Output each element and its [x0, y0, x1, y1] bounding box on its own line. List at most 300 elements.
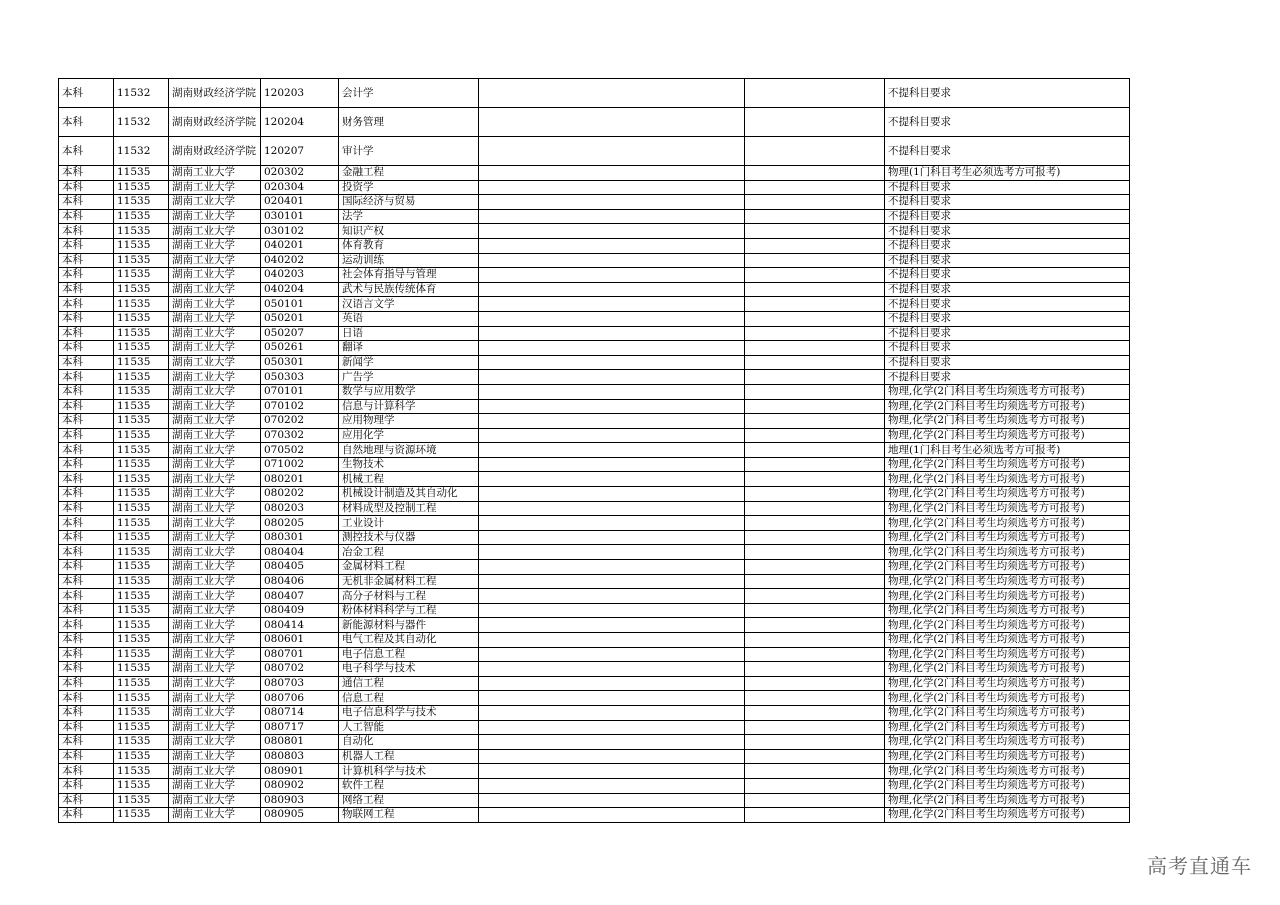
- blank-cell-a: [479, 472, 745, 487]
- school-code-cell: 11535: [114, 793, 169, 808]
- school-name-cell: 湖南工业大学: [169, 691, 261, 706]
- table-row: [59, 195, 1130, 210]
- major-code-cell: 070302: [261, 428, 339, 443]
- requirement-cell: 物理,化学(2门科目考生均须选考方可报考): [885, 487, 1130, 502]
- major-code-cell: 080405: [261, 560, 339, 575]
- school-name-cell: 湖南工业大学: [169, 545, 261, 560]
- level-cell: 本科: [59, 778, 114, 793]
- blank-cell-b: [745, 705, 885, 720]
- blank-cell-a: [479, 79, 745, 108]
- table-row: [59, 297, 1130, 312]
- major-name-cell: 电子科学与技术: [339, 662, 479, 677]
- blank-cell-a: [479, 574, 745, 589]
- blank-cell-b: [745, 297, 885, 312]
- school-code-cell: 11535: [114, 603, 169, 618]
- blank-cell-b: [745, 311, 885, 326]
- blank-cell-b: [745, 137, 885, 166]
- blank-cell-a: [479, 355, 745, 370]
- level-cell: 本科: [59, 209, 114, 224]
- major-code-cell: 080901: [261, 764, 339, 779]
- blank-cell-b: [745, 618, 885, 633]
- blank-cell-a: [479, 560, 745, 575]
- major-name-cell: 日语: [339, 326, 479, 341]
- school-code-cell: 11532: [114, 79, 169, 108]
- table-row: [59, 108, 1130, 137]
- level-cell: 本科: [59, 705, 114, 720]
- level-cell: 本科: [59, 428, 114, 443]
- school-name-cell: 湖南工业大学: [169, 764, 261, 779]
- requirement-cell: 物理,化学(2门科目考生均须选考方可报考): [885, 603, 1130, 618]
- requirement-cell: 不提科目要求: [885, 253, 1130, 268]
- school-code-cell: 11535: [114, 560, 169, 575]
- school-code-cell: 11535: [114, 516, 169, 531]
- school-code-cell: 11535: [114, 764, 169, 779]
- table-row: [59, 516, 1130, 531]
- school-code-cell: 11535: [114, 224, 169, 239]
- level-cell: 本科: [59, 676, 114, 691]
- school-name-cell: 湖南工业大学: [169, 589, 261, 604]
- requirement-cell: 物理,化学(2门科目考生均须选考方可报考): [885, 414, 1130, 429]
- blank-cell-a: [479, 589, 745, 604]
- blank-cell-a: [479, 487, 745, 502]
- requirement-cell: 物理,化学(2门科目考生均须选考方可报考): [885, 574, 1130, 589]
- major-name-cell: 通信工程: [339, 676, 479, 691]
- major-code-cell: 050101: [261, 297, 339, 312]
- level-cell: 本科: [59, 457, 114, 472]
- requirement-cell: 物理,化学(2门科目考生均须选考方可报考): [885, 764, 1130, 779]
- school-name-cell: 湖南工业大学: [169, 676, 261, 691]
- blank-cell-a: [479, 268, 745, 283]
- table-row: [59, 238, 1130, 253]
- major-code-cell: 050261: [261, 341, 339, 356]
- major-code-cell: 080404: [261, 545, 339, 560]
- requirement-cell: 物理,化学(2门科目考生均须选考方可报考): [885, 691, 1130, 706]
- school-name-cell: 湖南工业大学: [169, 253, 261, 268]
- major-code-cell: 020302: [261, 166, 339, 181]
- major-name-cell: 汉语言文学: [339, 297, 479, 312]
- major-name-cell: 法学: [339, 209, 479, 224]
- blank-cell-a: [479, 633, 745, 648]
- level-cell: 本科: [59, 720, 114, 735]
- level-cell: 本科: [59, 341, 114, 356]
- school-code-cell: 11535: [114, 778, 169, 793]
- school-name-cell: 湖南工业大学: [169, 341, 261, 356]
- requirement-cell: 物理,化学(2门科目考生均须选考方可报考): [885, 735, 1130, 750]
- major-name-cell: 应用物理学: [339, 414, 479, 429]
- school-code-cell: 11535: [114, 443, 169, 458]
- school-name-cell: 湖南工业大学: [169, 574, 261, 589]
- major-name-cell: 电子信息工程: [339, 647, 479, 662]
- major-name-cell: 体育教育: [339, 238, 479, 253]
- school-name-cell: 湖南工业大学: [169, 808, 261, 823]
- school-name-cell: 湖南工业大学: [169, 793, 261, 808]
- requirement-cell: 物理,化学(2门科目考生均须选考方可报考): [885, 457, 1130, 472]
- major-code-cell: 080717: [261, 720, 339, 735]
- school-code-cell: 11535: [114, 370, 169, 385]
- blank-cell-a: [479, 238, 745, 253]
- requirement-cell: 物理,化学(2门科目考生均须选考方可报考): [885, 545, 1130, 560]
- table-row: [59, 676, 1130, 691]
- blank-cell-a: [479, 341, 745, 356]
- school-name-cell: 湖南工业大学: [169, 443, 261, 458]
- requirement-cell: 物理,化学(2门科目考生均须选考方可报考): [885, 778, 1130, 793]
- school-name-cell: 湖南工业大学: [169, 530, 261, 545]
- blank-cell-b: [745, 603, 885, 618]
- level-cell: 本科: [59, 487, 114, 502]
- school-code-cell: 11535: [114, 180, 169, 195]
- level-cell: 本科: [59, 399, 114, 414]
- level-cell: 本科: [59, 355, 114, 370]
- blank-cell-b: [745, 79, 885, 108]
- table-row: [59, 311, 1130, 326]
- school-code-cell: 11535: [114, 501, 169, 516]
- major-code-cell: 080202: [261, 487, 339, 502]
- level-cell: 本科: [59, 735, 114, 750]
- school-name-cell: 湖南工业大学: [169, 311, 261, 326]
- table-row: [59, 603, 1130, 618]
- school-code-cell: 11535: [114, 808, 169, 823]
- school-code-cell: 11535: [114, 735, 169, 750]
- blank-cell-b: [745, 180, 885, 195]
- school-name-cell: 湖南工业大学: [169, 778, 261, 793]
- table-row: [59, 341, 1130, 356]
- school-code-cell: 11535: [114, 720, 169, 735]
- school-code-cell: 11535: [114, 530, 169, 545]
- blank-cell-a: [479, 603, 745, 618]
- major-name-cell: 广告学: [339, 370, 479, 385]
- blank-cell-b: [745, 764, 885, 779]
- blank-cell-b: [745, 633, 885, 648]
- blank-cell-a: [479, 749, 745, 764]
- blank-cell-b: [745, 341, 885, 356]
- level-cell: 本科: [59, 195, 114, 210]
- requirement-cell: 不提科目要求: [885, 355, 1130, 370]
- major-name-cell: 新闻学: [339, 355, 479, 370]
- major-name-cell: 数学与应用数学: [339, 384, 479, 399]
- major-code-cell: 080201: [261, 472, 339, 487]
- school-name-cell: 湖南财政经济学院: [169, 137, 261, 166]
- major-name-cell: 国际经济与贸易: [339, 195, 479, 210]
- major-name-cell: 高分子材料与工程: [339, 589, 479, 604]
- blank-cell-b: [745, 209, 885, 224]
- level-cell: 本科: [59, 282, 114, 297]
- requirement-cell: 物理,化学(2门科目考生均须选考方可报考): [885, 516, 1130, 531]
- table-row: [59, 749, 1130, 764]
- blank-cell-b: [745, 501, 885, 516]
- table-row: [59, 457, 1130, 472]
- level-cell: 本科: [59, 545, 114, 560]
- blank-cell-b: [745, 355, 885, 370]
- level-cell: 本科: [59, 764, 114, 779]
- blank-cell-a: [479, 108, 745, 137]
- blank-cell-b: [745, 676, 885, 691]
- major-name-cell: 自然地理与资源环境: [339, 443, 479, 458]
- school-name-cell: 湖南工业大学: [169, 180, 261, 195]
- requirement-cell: 不提科目要求: [885, 79, 1130, 108]
- school-name-cell: 湖南工业大学: [169, 501, 261, 516]
- level-cell: 本科: [59, 574, 114, 589]
- level-cell: 本科: [59, 530, 114, 545]
- level-cell: 本科: [59, 166, 114, 181]
- major-name-cell: 机器人工程: [339, 749, 479, 764]
- major-code-cell: 080714: [261, 705, 339, 720]
- major-code-cell: 030102: [261, 224, 339, 239]
- level-cell: 本科: [59, 516, 114, 531]
- blank-cell-b: [745, 326, 885, 341]
- requirement-cell: 物理,化学(2门科目考生均须选考方可报考): [885, 560, 1130, 575]
- level-cell: 本科: [59, 326, 114, 341]
- requirement-cell: 不提科目要求: [885, 180, 1130, 195]
- school-name-cell: 湖南工业大学: [169, 282, 261, 297]
- level-cell: 本科: [59, 793, 114, 808]
- table-row: [59, 720, 1130, 735]
- blank-cell-a: [479, 516, 745, 531]
- table-row: [59, 560, 1130, 575]
- school-code-cell: 11535: [114, 209, 169, 224]
- blank-cell-a: [479, 209, 745, 224]
- school-code-cell: 11535: [114, 676, 169, 691]
- major-name-cell: 新能源材料与器件: [339, 618, 479, 633]
- school-code-cell: 11535: [114, 633, 169, 648]
- school-name-cell: 湖南工业大学: [169, 633, 261, 648]
- school-name-cell: 湖南工业大学: [169, 209, 261, 224]
- table-row: [59, 472, 1130, 487]
- requirement-cell: 物理,化学(2门科目考生均须选考方可报考): [885, 589, 1130, 604]
- major-code-cell: 030101: [261, 209, 339, 224]
- table-row: [59, 399, 1130, 414]
- school-name-cell: 湖南工业大学: [169, 705, 261, 720]
- requirement-cell: 不提科目要求: [885, 195, 1130, 210]
- requirement-cell: 物理,化学(2门科目考生均须选考方可报考): [885, 705, 1130, 720]
- level-cell: 本科: [59, 108, 114, 137]
- school-code-cell: 11535: [114, 326, 169, 341]
- school-code-cell: 11535: [114, 268, 169, 283]
- blank-cell-b: [745, 268, 885, 283]
- major-name-cell: 电子信息科学与技术: [339, 705, 479, 720]
- major-name-cell: 人工智能: [339, 720, 479, 735]
- blank-cell-b: [745, 560, 885, 575]
- requirement-cell: 物理,化学(2门科目考生均须选考方可报考): [885, 647, 1130, 662]
- school-name-cell: 湖南工业大学: [169, 414, 261, 429]
- table-row: [59, 384, 1130, 399]
- school-name-cell: 湖南工业大学: [169, 370, 261, 385]
- major-name-cell: 软件工程: [339, 778, 479, 793]
- blank-cell-a: [479, 735, 745, 750]
- blank-cell-b: [745, 808, 885, 823]
- blank-cell-b: [745, 778, 885, 793]
- level-cell: 本科: [59, 238, 114, 253]
- school-code-cell: 11535: [114, 662, 169, 677]
- school-code-cell: 11535: [114, 297, 169, 312]
- major-code-cell: 070502: [261, 443, 339, 458]
- blank-cell-a: [479, 180, 745, 195]
- major-name-cell: 知识产权: [339, 224, 479, 239]
- major-code-cell: 040204: [261, 282, 339, 297]
- school-code-cell: 11535: [114, 414, 169, 429]
- requirement-cell: 物理,化学(2门科目考生均须选考方可报考): [885, 530, 1130, 545]
- major-code-cell: 080902: [261, 778, 339, 793]
- level-cell: 本科: [59, 749, 114, 764]
- table-row: [59, 166, 1130, 181]
- school-code-cell: 11535: [114, 574, 169, 589]
- requirement-cell: 物理,化学(2门科目考生均须选考方可报考): [885, 428, 1130, 443]
- table-row: [59, 808, 1130, 823]
- blank-cell-b: [745, 516, 885, 531]
- major-name-cell: 无机非金属材料工程: [339, 574, 479, 589]
- table-row: [59, 224, 1130, 239]
- blank-cell-a: [479, 428, 745, 443]
- requirement-cell: 不提科目要求: [885, 326, 1130, 341]
- major-code-cell: 080905: [261, 808, 339, 823]
- table-row: [59, 268, 1130, 283]
- major-name-cell: 英语: [339, 311, 479, 326]
- requirement-cell: 不提科目要求: [885, 137, 1130, 166]
- major-name-cell: 电气工程及其自动化: [339, 633, 479, 648]
- requirement-cell: 不提科目要求: [885, 209, 1130, 224]
- school-name-cell: 湖南工业大学: [169, 618, 261, 633]
- school-code-cell: 11535: [114, 166, 169, 181]
- blank-cell-a: [479, 384, 745, 399]
- table-row: [59, 662, 1130, 677]
- school-code-cell: 11535: [114, 282, 169, 297]
- table-row: [59, 414, 1130, 429]
- major-code-cell: 080801: [261, 735, 339, 750]
- blank-cell-b: [745, 370, 885, 385]
- major-code-cell: 080701: [261, 647, 339, 662]
- level-cell: 本科: [59, 297, 114, 312]
- major-code-cell: 070202: [261, 414, 339, 429]
- major-name-cell: 社会体育指导与管理: [339, 268, 479, 283]
- blank-cell-a: [479, 253, 745, 268]
- school-name-cell: 湖南工业大学: [169, 384, 261, 399]
- blank-cell-b: [745, 735, 885, 750]
- blank-cell-a: [479, 297, 745, 312]
- major-name-cell: 物联网工程: [339, 808, 479, 823]
- major-name-cell: 测控技术与仪器: [339, 530, 479, 545]
- major-name-cell: 运动训练: [339, 253, 479, 268]
- level-cell: 本科: [59, 268, 114, 283]
- blank-cell-a: [479, 647, 745, 662]
- level-cell: 本科: [59, 618, 114, 633]
- school-name-cell: 湖南工业大学: [169, 355, 261, 370]
- major-code-cell: 080803: [261, 749, 339, 764]
- requirement-cell: 物理,化学(2门科目考生均须选考方可报考): [885, 808, 1130, 823]
- level-cell: 本科: [59, 589, 114, 604]
- level-cell: 本科: [59, 647, 114, 662]
- major-code-cell: 040202: [261, 253, 339, 268]
- blank-cell-b: [745, 487, 885, 502]
- level-cell: 本科: [59, 443, 114, 458]
- major-name-cell: 自动化: [339, 735, 479, 750]
- blank-cell-a: [479, 720, 745, 735]
- blank-cell-b: [745, 647, 885, 662]
- blank-cell-a: [479, 545, 745, 560]
- school-name-cell: 湖南工业大学: [169, 326, 261, 341]
- blank-cell-b: [745, 749, 885, 764]
- school-code-cell: 11535: [114, 253, 169, 268]
- blank-cell-b: [745, 166, 885, 181]
- table-row: [59, 137, 1130, 166]
- major-code-cell: 080205: [261, 516, 339, 531]
- school-name-cell: 湖南工业大学: [169, 560, 261, 575]
- school-code-cell: 11535: [114, 457, 169, 472]
- watermark-text: 高考直通车: [1147, 854, 1252, 878]
- blank-cell-b: [745, 793, 885, 808]
- blank-cell-b: [745, 253, 885, 268]
- blank-cell-b: [745, 691, 885, 706]
- school-code-cell: 11535: [114, 428, 169, 443]
- level-cell: 本科: [59, 808, 114, 823]
- school-code-cell: 11532: [114, 108, 169, 137]
- requirement-cell: 物理,化学(2门科目考生均须选考方可报考): [885, 399, 1130, 414]
- requirement-cell: 不提科目要求: [885, 341, 1130, 356]
- school-code-cell: 11535: [114, 238, 169, 253]
- blank-cell-b: [745, 195, 885, 210]
- major-code-cell: 080407: [261, 589, 339, 604]
- table-row: [59, 647, 1130, 662]
- level-cell: 本科: [59, 180, 114, 195]
- school-name-cell: 湖南工业大学: [169, 516, 261, 531]
- blank-cell-b: [745, 108, 885, 137]
- table-row: [59, 793, 1130, 808]
- blank-cell-a: [479, 618, 745, 633]
- blank-cell-b: [745, 238, 885, 253]
- blank-cell-b: [745, 530, 885, 545]
- school-code-cell: 11535: [114, 355, 169, 370]
- major-name-cell: 材料成型及控制工程: [339, 501, 479, 516]
- school-code-cell: 11535: [114, 195, 169, 210]
- subject-requirements-table: [58, 78, 1130, 823]
- blank-cell-a: [479, 414, 745, 429]
- major-code-cell: 050207: [261, 326, 339, 341]
- major-code-cell: 080406: [261, 574, 339, 589]
- school-name-cell: 湖南工业大学: [169, 166, 261, 181]
- major-name-cell: 机械设计制造及其自动化: [339, 487, 479, 502]
- requirement-cell: 物理,化学(2门科目考生均须选考方可报考): [885, 501, 1130, 516]
- school-code-cell: 11535: [114, 399, 169, 414]
- school-code-cell: 11535: [114, 487, 169, 502]
- table-row: [59, 428, 1130, 443]
- school-code-cell: 11535: [114, 691, 169, 706]
- school-name-cell: 湖南工业大学: [169, 238, 261, 253]
- school-name-cell: 湖南工业大学: [169, 749, 261, 764]
- major-code-cell: 080706: [261, 691, 339, 706]
- level-cell: 本科: [59, 501, 114, 516]
- table-row: [59, 778, 1130, 793]
- major-name-cell: 机械工程: [339, 472, 479, 487]
- table-row: [59, 501, 1130, 516]
- school-name-cell: 湖南工业大学: [169, 457, 261, 472]
- blank-cell-b: [745, 399, 885, 414]
- requirement-cell: 不提科目要求: [885, 108, 1130, 137]
- requirement-cell: 物理,化学(2门科目考生均须选考方可报考): [885, 472, 1130, 487]
- school-name-cell: 湖南财政经济学院: [169, 108, 261, 137]
- blank-cell-a: [479, 457, 745, 472]
- blank-cell-b: [745, 662, 885, 677]
- major-code-cell: 120204: [261, 108, 339, 137]
- major-code-cell: 070102: [261, 399, 339, 414]
- blank-cell-a: [479, 676, 745, 691]
- major-name-cell: 信息工程: [339, 691, 479, 706]
- blank-cell-a: [479, 311, 745, 326]
- school-name-cell: 湖南工业大学: [169, 428, 261, 443]
- table-row: [59, 691, 1130, 706]
- major-name-cell: 网络工程: [339, 793, 479, 808]
- table-row: [59, 209, 1130, 224]
- table-row: [59, 633, 1130, 648]
- school-code-cell: 11535: [114, 341, 169, 356]
- blank-cell-b: [745, 720, 885, 735]
